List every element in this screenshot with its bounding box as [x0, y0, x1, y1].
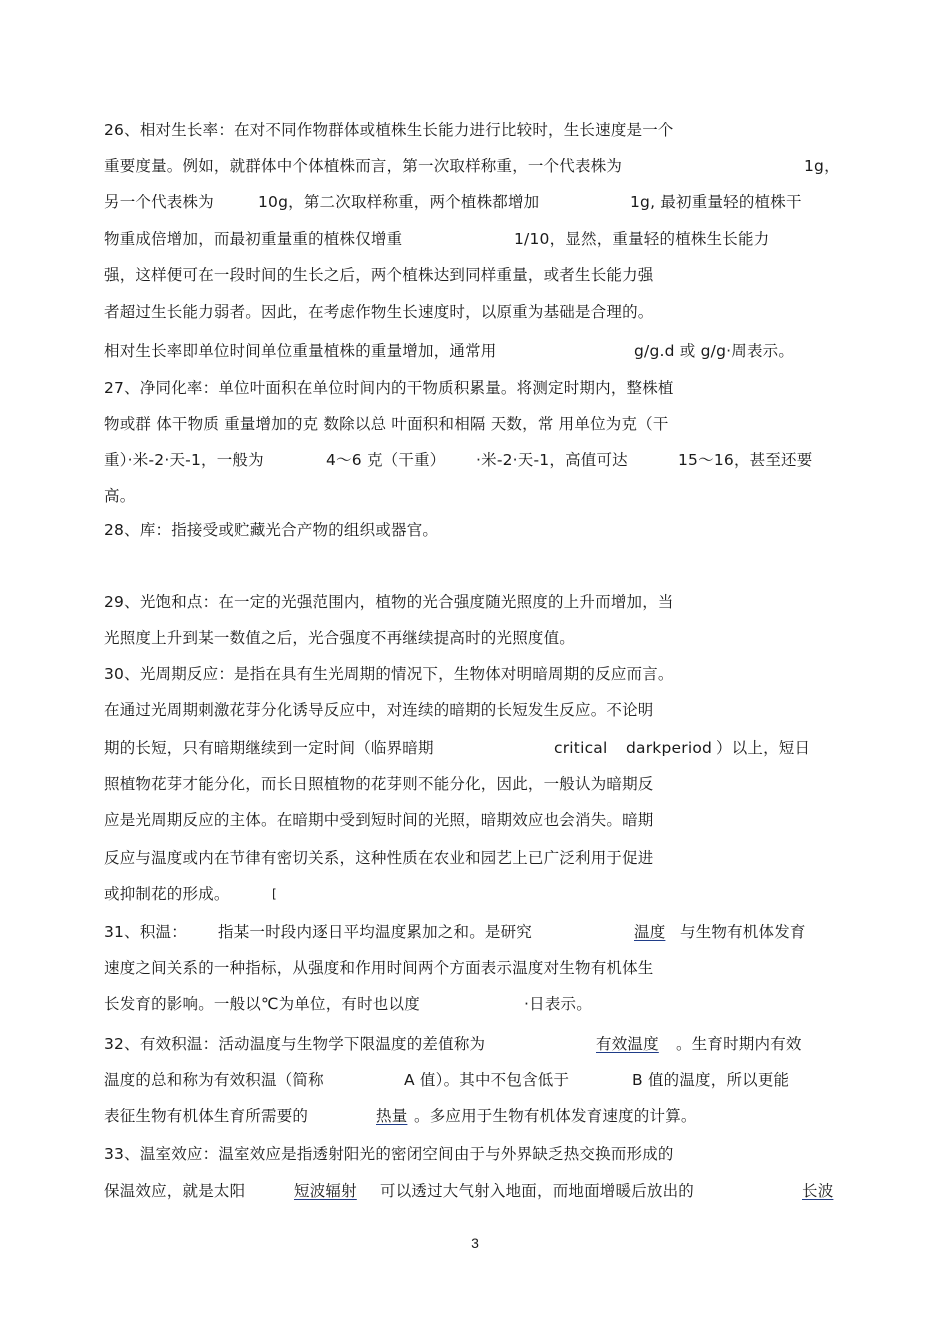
text-segment: 31、积温： — [104, 923, 187, 941]
text-segment: 照植物花芽才能分化，而长日照植物的花芽则不能分化，因此，一般认为暗期反 — [104, 775, 654, 793]
text-segment: 物或群 体干物质 重量增加的克 数除以总 叶面积和相隔 天数，常 用单位为克（干 — [104, 415, 669, 433]
text-segment: 。生育时期内有效 — [676, 1035, 802, 1053]
text-segment: 反应与温度或内在节律有密切关系，这种性质在农业和园艺上已广泛利用于促进 — [104, 849, 654, 867]
text-segment: 重）·米-2·天-1，一般为 — [104, 451, 264, 469]
text-segment: B 值的温度，所以更能 — [632, 1071, 790, 1089]
text-segment: 4～6 克（干重） — [326, 451, 446, 469]
text-segment: 。多应用于生物有机体发育速度的计算。 — [414, 1107, 697, 1125]
text-segment: 另一个代表株为 — [104, 193, 214, 211]
text-segment: ·日表示。 — [524, 995, 592, 1013]
text-segment: 可以透过大气射入地面，而地面增暖后放出的 — [380, 1182, 695, 1200]
text-segment: 保温效应，就是太阳 — [104, 1182, 246, 1200]
text-segment: 重要度量。例如，就群体中个体植株而言，第一次取样称重，一个代表株为 — [104, 157, 623, 175]
text-segment: 33、温室效应：温室效应是指透射阳光的密闭空间由于与外界缺乏热交换而形成的 — [104, 1145, 674, 1163]
text-segment: A 值）。其中不包含低于 — [404, 1071, 570, 1089]
text-segment: 指某一时段内逐日平均温度累加之和。是研究 — [218, 923, 533, 941]
text-segment: ）以上，短日 — [716, 739, 811, 757]
text-segment: g/g.d 或 g/g·周表示。 — [634, 342, 795, 360]
text-segment: 光照度上升到某一数值之后，光合强度不再继续提高时的光照度值。 — [104, 629, 576, 647]
text-segment: 与生物有机体发育 — [680, 923, 806, 941]
text-segment: 者超过生长能力弱者。因此，在考虑作物生长速度时，以原重为基础是合理的。 — [104, 303, 654, 321]
text-segment: 物重成倍增加，而最初重量重的植株仅增重 — [104, 230, 403, 248]
text-segment: 在通过光周期刺激花芽分化诱导反应中，对连续的暗期的长短发生反应。不论明 — [104, 701, 654, 719]
text-segment: [ — [272, 887, 277, 901]
text-segment: 1g, 最初重量轻的植株干 — [630, 193, 802, 211]
underlined-term: 有效温度 — [596, 1035, 659, 1053]
text-segment: 强，这样便可在一段时间的生长之后，两个植株达到同样重量，或者生长能力强 — [104, 266, 654, 284]
text-segment: 15～16，甚至还要 — [678, 451, 813, 469]
text-segment: darkperiod — [626, 739, 713, 757]
text-segment: 32、有效积温：活动温度与生物学下限温度的差值称为 — [104, 1035, 486, 1053]
text-segment: critical — [554, 739, 608, 757]
text-segment: 28、库：指接受或贮藏光合产物的组织或器官。 — [104, 521, 439, 539]
text-segment: 1g， — [804, 157, 840, 175]
text-segment: 26、相对生长率：在对不同作物群体或植株生长能力进行比较时，生长速度是一个 — [104, 121, 674, 139]
text-segment: 表征生物有机体生育所需要的 — [104, 1107, 309, 1125]
underlined-term: 温度 — [634, 923, 666, 941]
text-segment: 长发育的影响。一般以℃为单位，有时也以度 — [104, 995, 420, 1013]
text-segment: 30、光周期反应：是指在具有生光周期的情况下，生物体对明暗周期的反应而言。 — [104, 665, 674, 683]
text-segment: 相对生长率即单位时间单位重量植株的重量增加，通常用 — [104, 342, 497, 360]
page-number: 3 — [471, 1235, 479, 1251]
text-segment: ·米-2·天-1，高值可达 — [476, 451, 628, 469]
text-segment: 速度之间关系的一种指标，从强度和作用时间两个方面表示温度对生物有机体生 — [104, 959, 654, 977]
text-segment: 应是光周期反应的主体。在暗期中受到短时间的光照，暗期效应也会消失。暗期 — [104, 811, 654, 829]
text-segment: 1/10，显然，重量轻的植株生长能力 — [514, 230, 770, 248]
text-segment: 高。 — [104, 487, 136, 505]
text-segment: 10g，第二次取样称重，两个植株都增加 — [258, 193, 540, 211]
underlined-term: 热量 — [376, 1107, 408, 1125]
text-segment: 27、净同化率：单位叶面积在单位时间内的干物质积累量。将测定时期内，整株植 — [104, 379, 674, 397]
text-segment: 期的长短，只有暗期继续到一定时间（临界暗期 — [104, 739, 434, 757]
text-segment: 29、光饱和点：在一定的光强范围内，植物的光合强度随光照度的上升而增加，当 — [104, 593, 674, 611]
text-segment: 温度的总和称为有效积温（简称 — [104, 1071, 324, 1089]
underlined-term: 短波辐射 — [294, 1182, 357, 1200]
text-segment: 或抑制花的形成。 — [104, 885, 230, 903]
underlined-term: 长波 — [802, 1182, 834, 1200]
